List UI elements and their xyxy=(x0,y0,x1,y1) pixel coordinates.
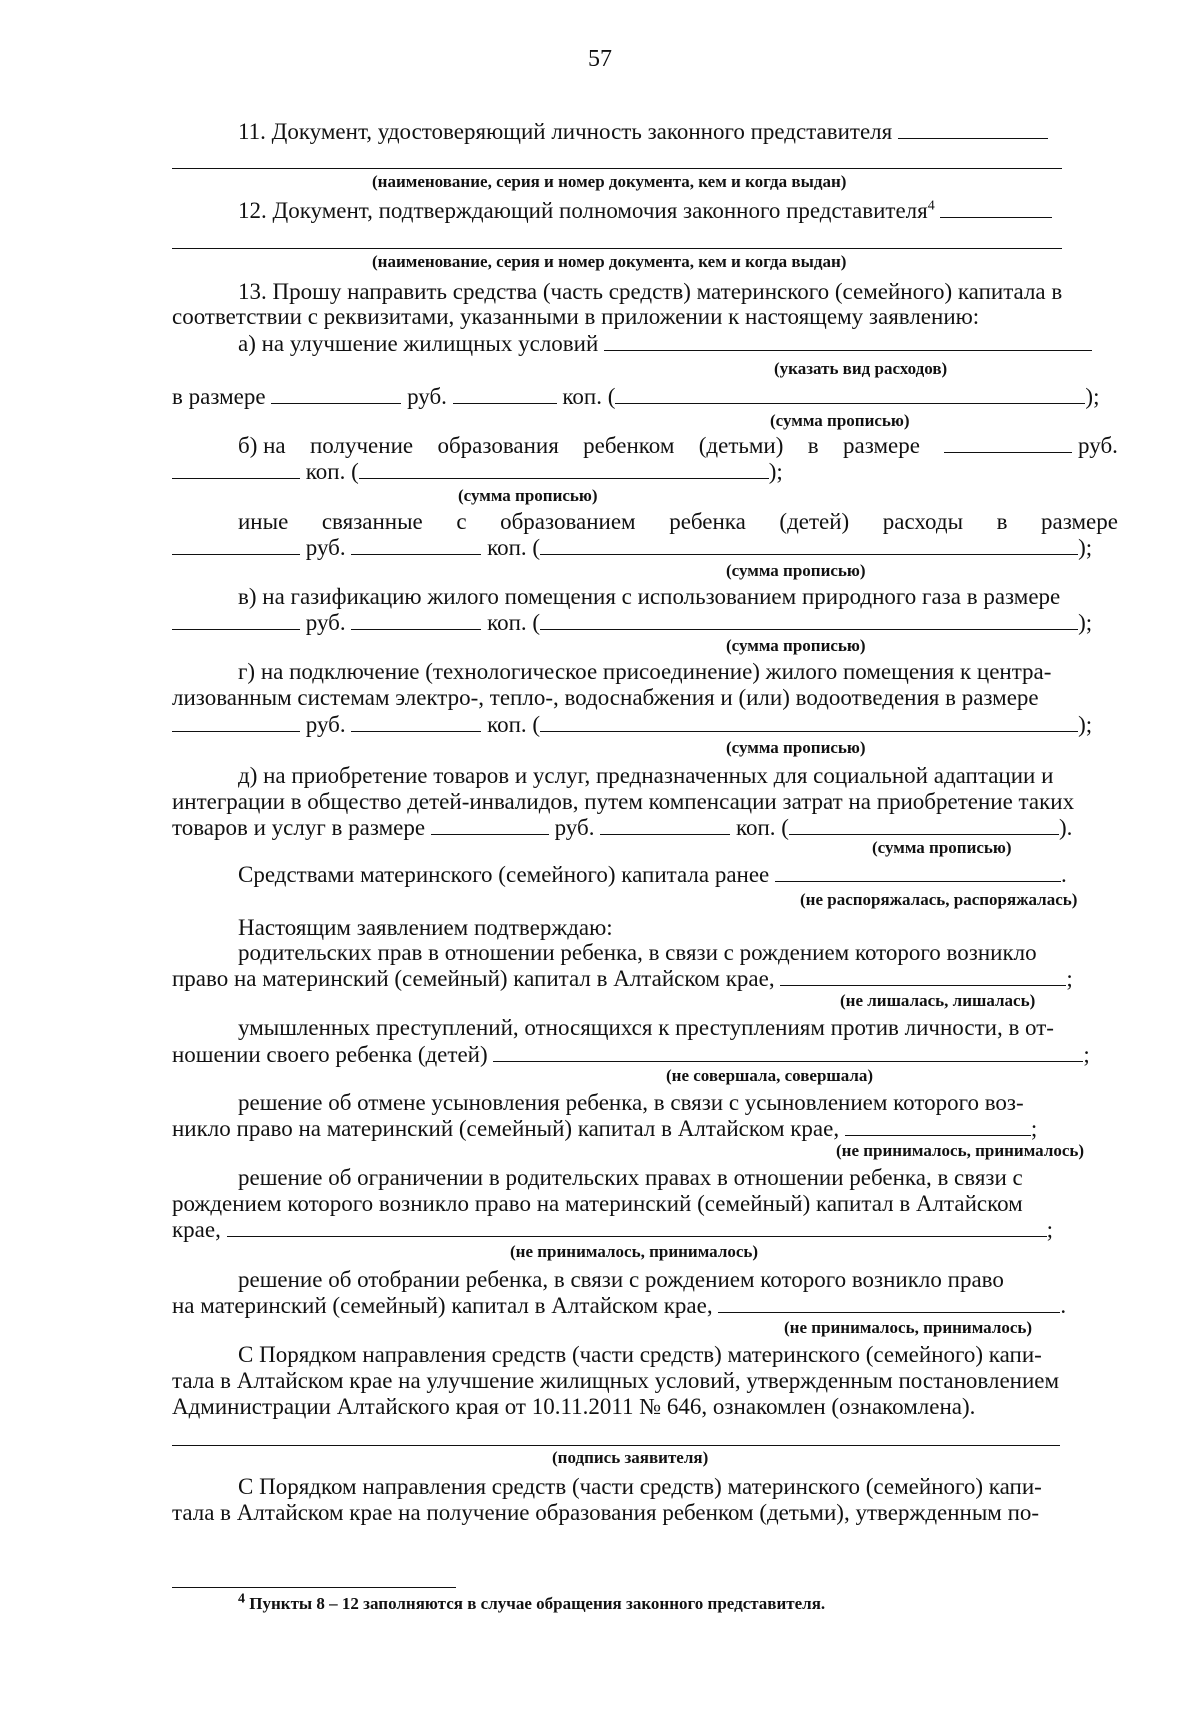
confirm-5-hint: (не принималось, принималось) xyxy=(784,1318,1033,1337)
sum-words-field[interactable] xyxy=(789,814,1059,835)
option-g-line2: лизованным системам электро-, тепло-, водоснабжения и (или) водоотведения в размере xyxy=(172,685,1039,710)
option-d-line3: товаров и услуг в размере xyxy=(172,815,426,840)
rub-label: руб. xyxy=(305,712,346,737)
option-b xyxy=(238,432,1118,460)
option-a-type-hint: (указать вид расходов) xyxy=(774,359,948,378)
confirm-4-end: ; xyxy=(1046,1217,1053,1242)
option-b-word: получение xyxy=(310,433,414,458)
option-b-other-word: в xyxy=(996,509,1008,534)
confirm-4-line2: рождением которого возникло право на материнский (семейный) капитал в Алтайском xyxy=(172,1191,1023,1216)
sum-words-field[interactable] xyxy=(540,534,1078,555)
order-1-line3: Администрации Алтайского края от 10.11.2011 № 646, ознакомлен (ознакомлена). xyxy=(172,1394,976,1419)
option-b-other-amount xyxy=(172,534,1092,562)
rub-label: руб. xyxy=(305,610,346,635)
option-b-word: образования xyxy=(437,433,559,458)
option-b-other-word: размере xyxy=(1041,509,1118,534)
confirm-3-hint: (не принималось, принималось) xyxy=(836,1141,1085,1160)
confirm-4-field[interactable] xyxy=(227,1216,1047,1237)
rub-field[interactable] xyxy=(172,609,300,630)
kop-field[interactable] xyxy=(453,383,557,404)
confirm-5 xyxy=(172,1292,1066,1320)
kop-label: коп. ( xyxy=(487,610,541,635)
option-b-other-word: связанные xyxy=(321,509,423,534)
item-13-line2: соответствии с реквизитами, указанными в приложении к настоящему заявлению: xyxy=(172,304,980,329)
option-b-word: (детьми) xyxy=(698,433,784,458)
confirm-5-line2: на материнский (семейный) капитал в Алтайском крае, xyxy=(172,1293,713,1318)
option-v-text: в) на газификацию жилого помещения с использованием природного газа в размере xyxy=(238,584,1061,609)
option-a-text: а) на улучшение жилищных условий xyxy=(238,331,599,356)
confirm-4-line1: решение об ограничении в родительских правах в отношении ребенка, в связи с xyxy=(238,1165,1023,1190)
rub-label: руб. xyxy=(407,384,447,409)
sum-words-field[interactable] xyxy=(540,609,1078,630)
confirm-2 xyxy=(172,1041,1090,1069)
option-g-amount xyxy=(172,711,1092,739)
order-1-line1: С Порядком направления средств (части средств) материнского (семейного) капи- xyxy=(238,1342,1042,1367)
rub-field[interactable] xyxy=(431,814,549,835)
confirm-2-line2: ношении своего ребенка (детей) xyxy=(172,1042,488,1067)
item-11-hint: (наименование, серия и номер документа, кем и когда выдан) xyxy=(372,172,847,191)
order-2-line1: С Порядком направления средств (части средств) материнского (семейного) капи- xyxy=(238,1474,1042,1499)
confirm-2-field[interactable] xyxy=(493,1041,1083,1062)
confirm-2-line1: умышленных преступлений, относящихся к преступлениям против личности, в от- xyxy=(238,1015,1054,1040)
option-a-sum-hint: (сумма прописью) xyxy=(770,411,910,430)
rub-field[interactable] xyxy=(172,711,300,732)
item-11-field-line[interactable] xyxy=(172,168,1062,169)
option-b-sum-hint: (сумма прописью) xyxy=(458,486,598,505)
confirm-3-line2: никло право на материнский (семейный) капитал в Алтайском крае, xyxy=(172,1116,840,1141)
confirm-1-end: ; xyxy=(1066,966,1073,991)
amount-close: ); xyxy=(1078,610,1093,635)
rub-label: руб. xyxy=(1078,433,1118,458)
confirm-2-hint: (не совершала, совершала) xyxy=(666,1066,874,1085)
earlier-use-text: Средствами материнского (семейного) капитала ранее xyxy=(238,862,770,887)
option-b-word: б) на xyxy=(238,433,286,458)
confirm-1-field[interactable] xyxy=(780,965,1066,986)
confirm-3-field[interactable] xyxy=(845,1115,1031,1136)
kop-label: коп. ( xyxy=(562,384,616,409)
item-12-hint: (наименование, серия и номер документа, кем и когда выдан) xyxy=(372,252,847,271)
item-12-field[interactable] xyxy=(940,197,1052,218)
confirm-1 xyxy=(172,965,1073,993)
footnote xyxy=(238,1591,826,1614)
amount-close: ); xyxy=(1085,384,1100,409)
kop-field[interactable] xyxy=(351,609,481,630)
confirm-5-line1: решение об отобрании ребенка, в связи с рождением которого возникло право xyxy=(238,1267,1004,1292)
option-b-other-word: с xyxy=(456,509,467,534)
option-b-other-word: ребенка xyxy=(669,509,746,534)
earlier-use xyxy=(238,861,1067,889)
sum-words-field[interactable] xyxy=(540,711,1078,732)
item-12-text: 12. Документ, подтверждающий полномочия законного представителя xyxy=(238,198,928,223)
option-b-amount xyxy=(172,458,783,486)
signature-line[interactable] xyxy=(172,1445,1060,1446)
sum-words-field[interactable] xyxy=(359,458,769,479)
option-a xyxy=(238,330,1092,358)
option-d-line1: д) на приобретение товаров и услуг, предназначенных для социальной адаптации и xyxy=(238,763,1054,788)
sum-words-field[interactable] xyxy=(615,383,1085,404)
option-v-sum-hint: (сумма прописью) xyxy=(726,636,866,655)
kop-label: коп. ( xyxy=(487,535,541,560)
order-1-line2: тала в Алтайском крае на улучшение жилищных условий, утвержденным постановлением xyxy=(172,1368,1060,1393)
earlier-use-field[interactable] xyxy=(775,861,1061,882)
rub-field[interactable] xyxy=(944,432,1072,453)
item-11-text: 11. Документ, удостоверяющий личность законного представителя xyxy=(238,119,893,144)
option-g-sum-hint: (сумма прописью) xyxy=(726,738,866,757)
kop-field[interactable] xyxy=(600,814,730,835)
earlier-use-hint: (не распоряжалась, распоряжалась) xyxy=(800,890,1078,909)
earlier-use-end: . xyxy=(1061,862,1067,887)
signature-hint: (подпись заявителя) xyxy=(552,1448,709,1467)
kop-label: коп. ( xyxy=(735,815,789,840)
kop-field[interactable] xyxy=(351,711,481,732)
footnote-text: Пункты 8 – 12 заполняются в случае обращения законного представителя. xyxy=(245,1594,826,1613)
option-b-other-word: иные xyxy=(238,509,289,534)
kop-field[interactable] xyxy=(351,534,481,555)
amount-prefix: в размере xyxy=(172,384,266,409)
amount-close: ). xyxy=(1058,815,1073,840)
confirm-1-line1: родительских прав в отношении ребенка, в связи с рождением которого возникло xyxy=(238,940,1037,965)
kop-label: коп. ( xyxy=(305,459,359,484)
confirm-4 xyxy=(172,1216,1053,1244)
item-12-field-line[interactable] xyxy=(172,248,1062,249)
confirm-5-end: . xyxy=(1060,1293,1067,1318)
footnote-ref: 4 xyxy=(927,198,935,214)
confirm-3-line1: решение об отмене усыновления ребенка, в связи с усыновлением которого воз- xyxy=(238,1090,1024,1115)
confirm-5-field[interactable] xyxy=(718,1292,1060,1313)
item-13-line1: 13. Прошу направить средства (часть средств) материнского (семейного) капитала в xyxy=(238,279,1063,304)
option-b-word: в xyxy=(807,433,819,458)
item-12 xyxy=(238,197,1052,225)
order-2-line2: тала в Алтайском крае на получение образования ребенком (детьми), утвержденным по- xyxy=(172,1500,1040,1525)
confirm-1-hint: (не лишалась, лишалась) xyxy=(840,991,1036,1010)
footnote-mark: 4 xyxy=(238,1591,245,1607)
amount-close: ); xyxy=(1078,712,1093,737)
option-v-amount xyxy=(172,609,1092,637)
option-b-word: размере xyxy=(842,433,920,458)
option-d-sum-hint: (сумма прописью) xyxy=(872,838,1012,857)
option-b-other-word: образованием xyxy=(500,509,636,534)
confirm-4-hint: (не принималось, принималось) xyxy=(510,1242,759,1261)
option-b-other-sum-hint: (сумма прописью) xyxy=(726,561,866,580)
rub-label: руб. xyxy=(554,815,595,840)
option-a-amount xyxy=(172,383,1099,411)
confirm-4-line3: крае, xyxy=(172,1217,221,1242)
confirm-3 xyxy=(172,1115,1037,1143)
footnote-separator xyxy=(172,1587,456,1588)
kop-label: коп. ( xyxy=(487,712,541,737)
item-11-field[interactable] xyxy=(898,118,1048,139)
option-b-other-word: расходы xyxy=(882,509,964,534)
confirm-1-line2: право на материнский (семейный) капитал в Алтайском крае, xyxy=(172,966,775,991)
confirm-3-end: ; xyxy=(1030,1116,1038,1141)
option-g-line1: г) на подключение (технологическое присоединение) жилого помещения к центра- xyxy=(238,659,1052,684)
rub-field[interactable] xyxy=(271,383,401,404)
item-11 xyxy=(238,118,1048,146)
amount-close: ); xyxy=(1078,535,1093,560)
page-number: 57 xyxy=(588,46,612,72)
option-b-word: ребенком xyxy=(583,433,675,458)
option-a-type-field[interactable] xyxy=(604,330,1092,351)
amount-close: ); xyxy=(768,459,783,484)
rub-field[interactable] xyxy=(172,534,300,555)
rub-label: руб. xyxy=(305,535,346,560)
kop-field[interactable] xyxy=(172,458,300,479)
confirm-2-end: ; xyxy=(1083,1042,1090,1067)
confirm-title: Настоящим заявлением подтверждаю: xyxy=(238,915,613,940)
option-b-other-word: (детей) xyxy=(779,509,850,534)
option-d-line2: интеграции в общество детей-инвалидов, путем компенсации затрат на приобретение таких xyxy=(172,789,1075,814)
option-b-other xyxy=(238,508,1118,536)
